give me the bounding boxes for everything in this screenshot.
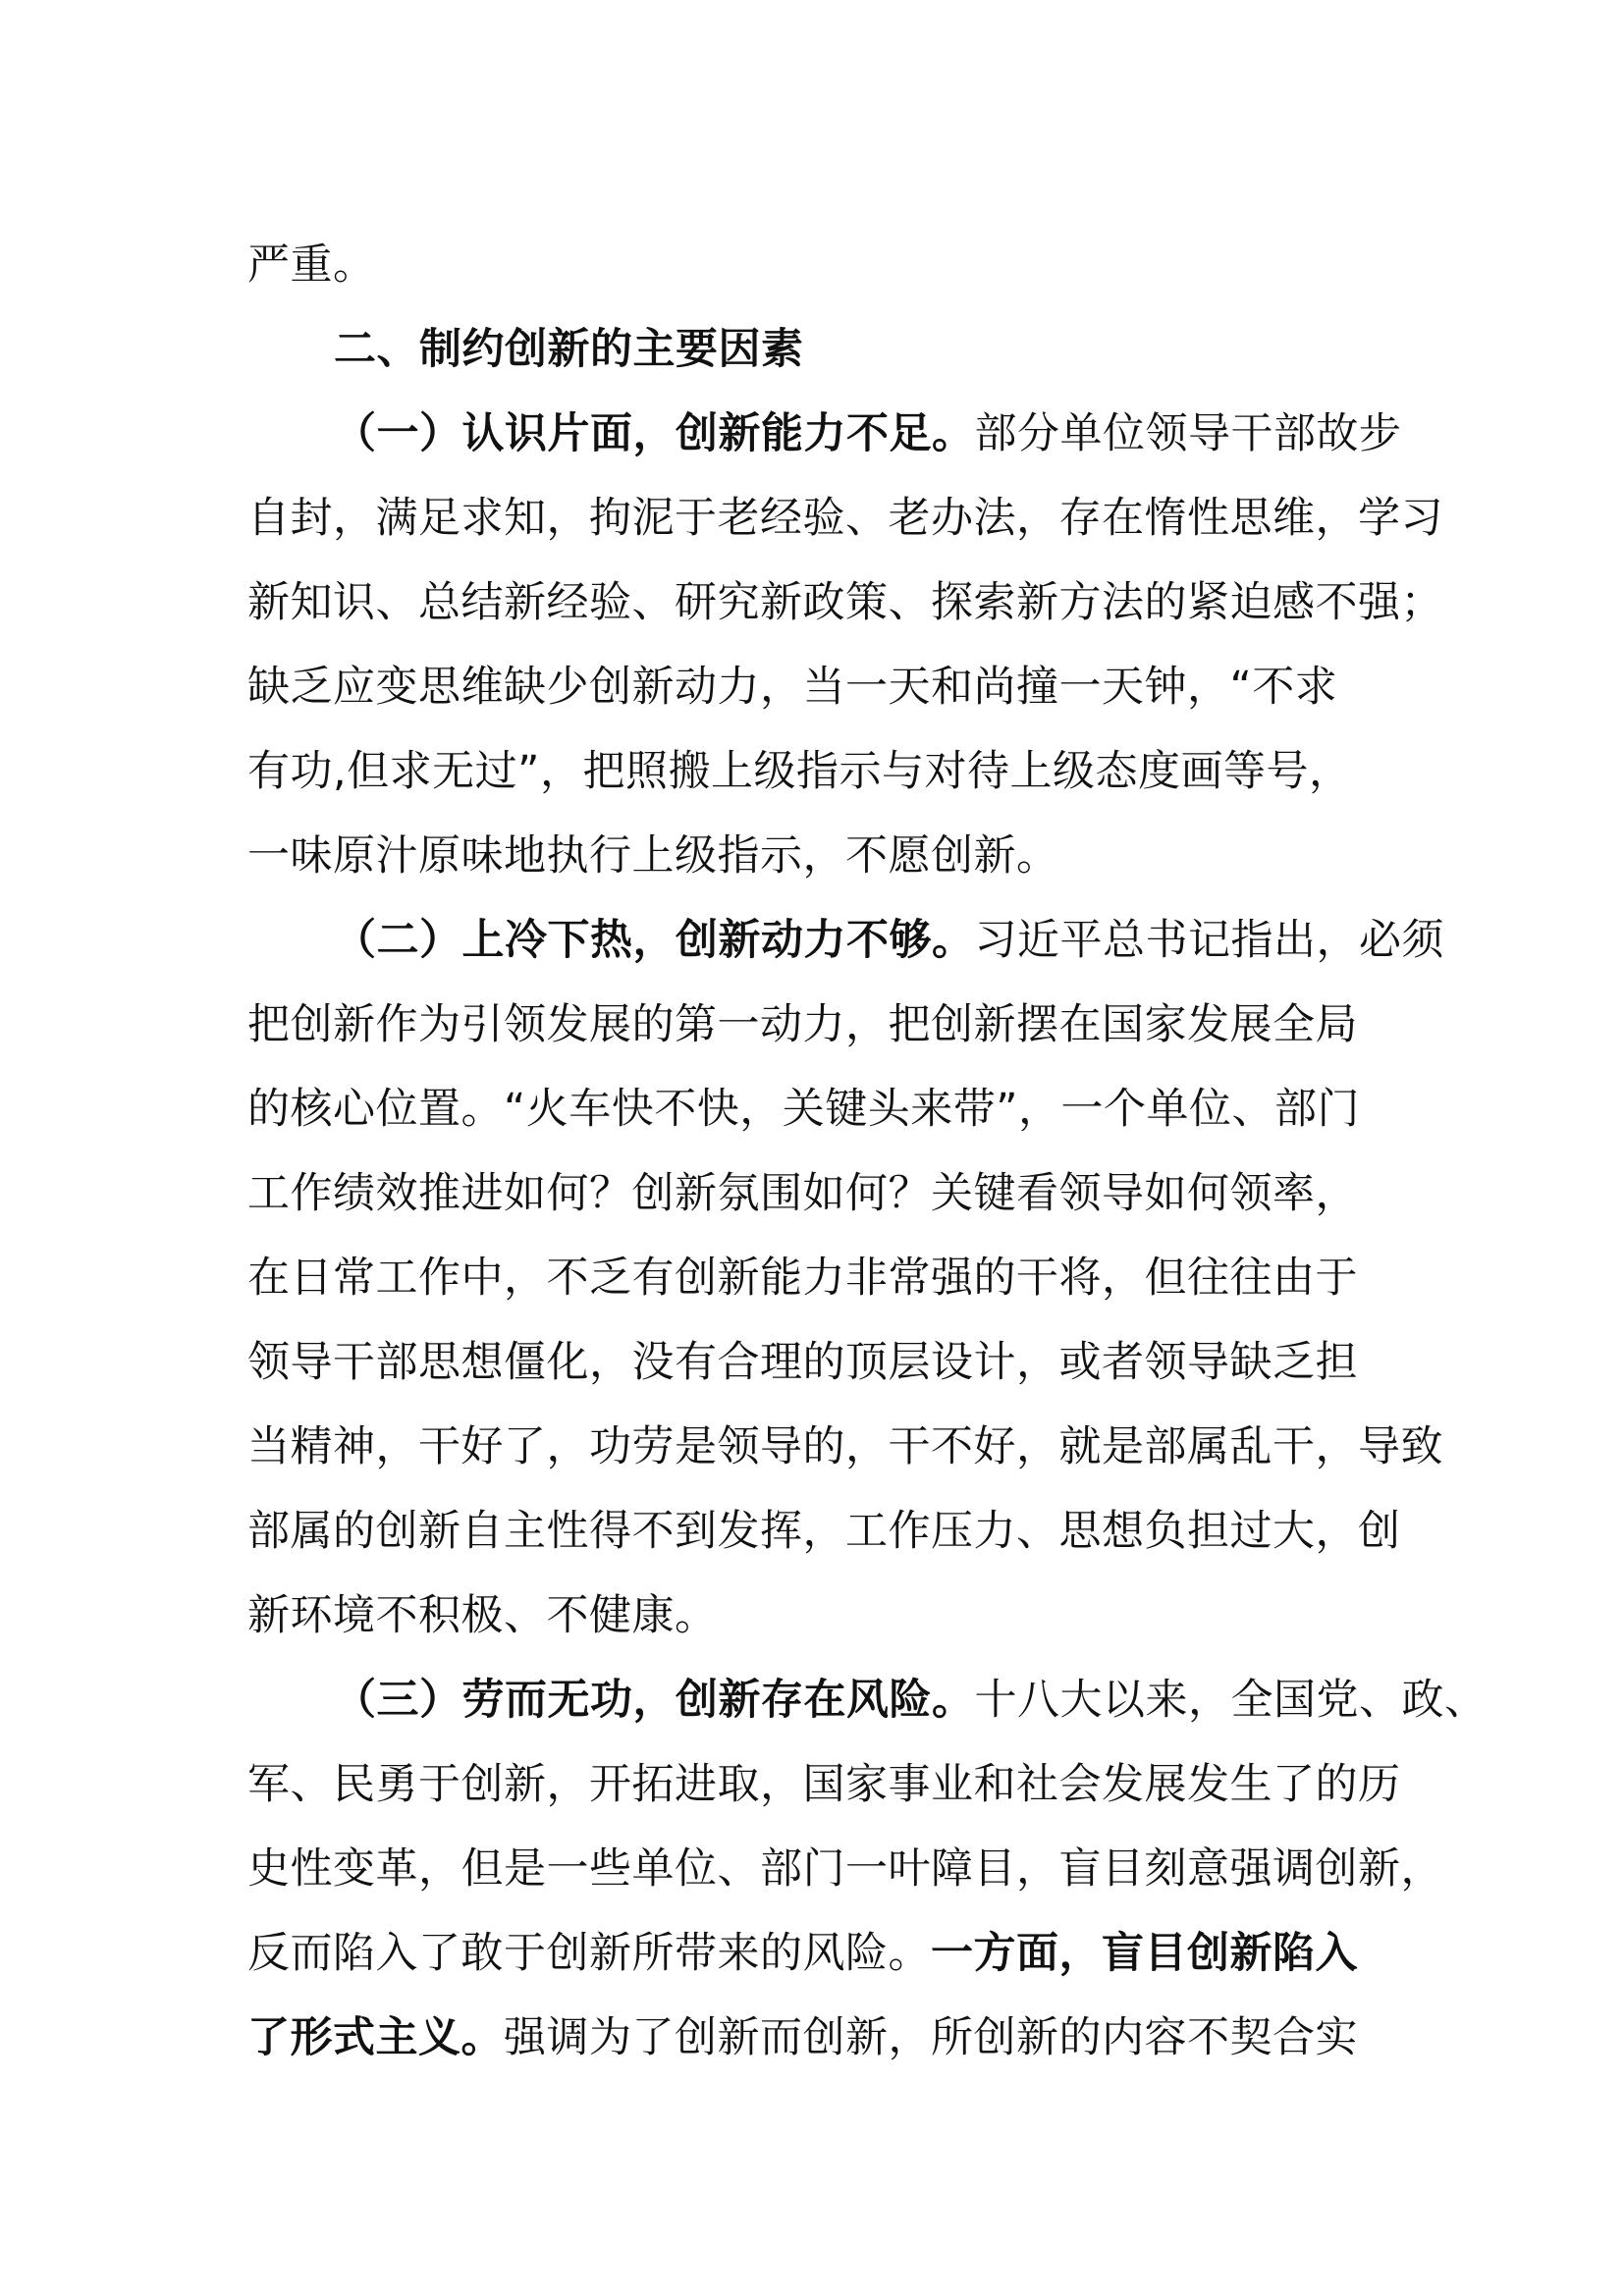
text-segment: 自封，满足求知，拘泥于老经验、老办法，存在惰性思维，学习	[247, 494, 1443, 543]
text-segment: 领导干部思想僵化，没有合理的顶层设计，或者领导缺乏担	[247, 1338, 1358, 1387]
subheading-2: （二）上冷下热，创新动力不够。	[334, 916, 975, 965]
paragraph-3-line-1	[334, 1671, 1488, 1730]
text-segment: 部属的创新自主性得不到发挥，工作压力、思想负担过大，创	[247, 1507, 1401, 1556]
paragraph-2-line-3	[247, 1080, 1360, 1139]
text-segment: 军、民勇于创新，开拓进取，国家事业和社会发展发生了的历	[247, 1760, 1401, 1809]
text-segment: 史性变革，但是一些单位、部门一叶障目，盲目刻意强调创新，	[247, 1844, 1443, 1894]
text-segment: 新环境不积极、不健康。	[247, 1591, 718, 1640]
paragraph-2-line-1	[334, 911, 1444, 970]
paragraph-2-line-6	[247, 1333, 1358, 1392]
paragraph-2-line-8	[247, 1502, 1401, 1561]
text-segment: 一味原汁原味地执行上级指示，不愿创新。	[247, 831, 1059, 881]
text-segment: 当精神，干好了，功劳是领导的，干不好，就是部属乱干，导致	[247, 1422, 1443, 1471]
paragraph-1-line-1	[334, 404, 1402, 463]
paragraph-2-line-2	[247, 995, 1358, 1054]
text-segment: 新知识、总结新经验、研究新政策、探索新方法的紧迫感不强；	[247, 578, 1443, 627]
text-segment: 缺乏应变思维缺少创新动力，当一天和尚撞一天钟，“不求	[247, 663, 1338, 712]
text-segment: 把创新作为引领发展的第一动力，把创新摆在国家发展全局	[247, 1000, 1358, 1049]
emphasis-segment: 了形式主义。	[247, 2013, 504, 2062]
subheading-3: （三）劳而无功，创新存在风险。	[334, 1676, 975, 1725]
paragraph-2-line-5	[247, 1249, 1358, 1308]
text-line-1	[247, 236, 376, 294]
paragraph-1-line-6	[247, 827, 1059, 885]
paragraph-1-line-4	[247, 658, 1337, 717]
paragraph-3-line-4	[247, 1924, 1358, 1983]
paragraph-1-line-5	[247, 742, 1351, 801]
paragraph-1-line-2	[247, 489, 1443, 548]
section-heading	[334, 320, 804, 379]
paragraph-2-line-9	[247, 1586, 718, 1645]
paragraph-2-line-4	[247, 1164, 1358, 1223]
text-segment: 有功,但求无过”，把照搬上级指示与对待上级态度画等号，	[247, 747, 1352, 796]
emphasis-segment: 一方面，盲目创新陷入	[931, 1929, 1358, 1978]
text-segment: 严重。	[247, 240, 376, 290]
text-segment: 在日常工作中，不乏有创新能力非常强的干将，但往往由于	[247, 1254, 1358, 1303]
text-segment: 的核心位置。“火车快不快，关键头来带”，一个单位、部门	[247, 1085, 1361, 1134]
text-segment: 部分单位领导干部故步	[974, 409, 1402, 458]
text-segment: 工作绩效推进如何？创新氛围如何？关键看领导如何领率，	[247, 1169, 1358, 1218]
subheading-1: （一）认识片面，创新能力不足。	[334, 409, 975, 458]
section-heading-text: 二、制约创新的主要因素	[334, 325, 804, 374]
text-segment: 反而陷入了敢于创新所带来的风险。	[247, 1929, 931, 1978]
paragraph-3-line-3	[247, 1840, 1443, 1898]
paragraph-1-line-3	[247, 573, 1443, 632]
text-segment: 强调为了创新而创新，所创新的内容不契合实	[504, 2013, 1358, 2062]
text-segment: 十八大以来，全国党、政、	[974, 1676, 1488, 1725]
paragraph-2-line-7	[247, 1417, 1443, 1476]
paragraph-3-line-2	[247, 1755, 1401, 1814]
text-segment: 习近平总书记指出，必须	[974, 916, 1444, 965]
paragraph-3-line-5	[247, 2008, 1358, 2067]
